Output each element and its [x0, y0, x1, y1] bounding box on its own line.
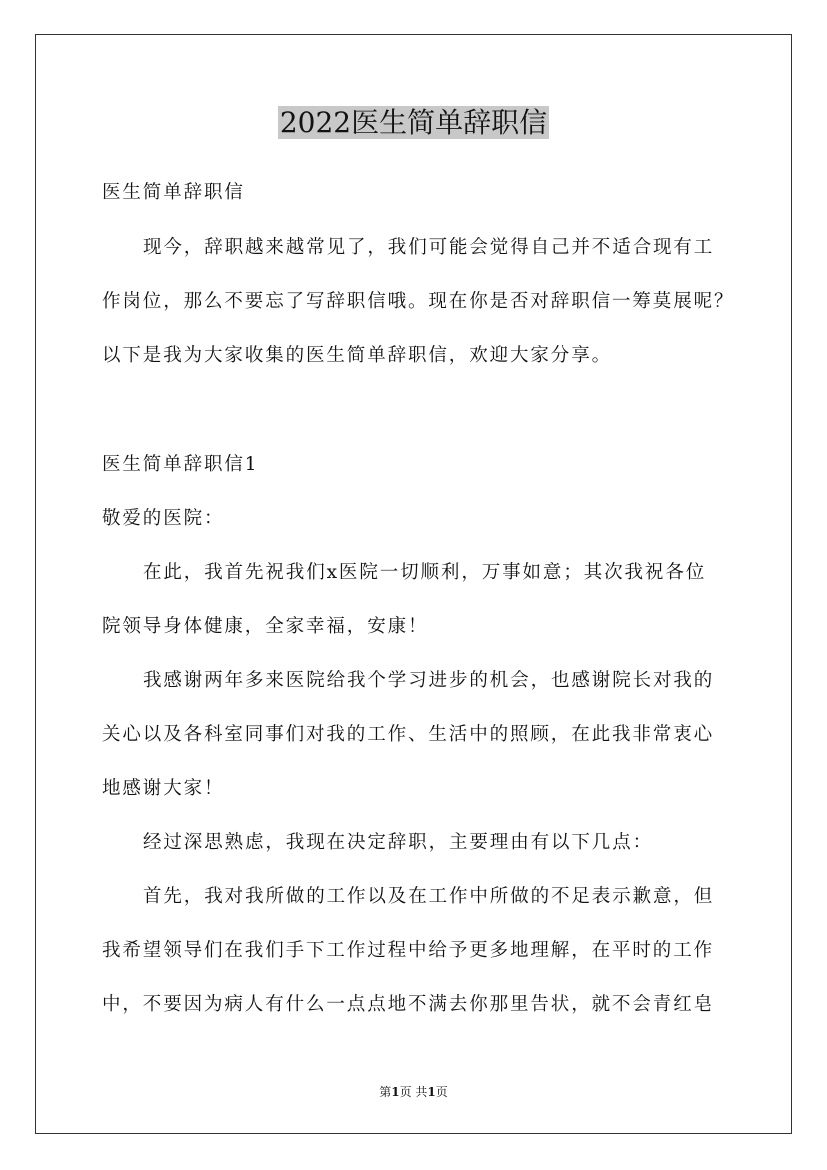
body-line: 院领导身体健康，全家幸福，安康！: [102, 616, 429, 637]
footer-total-pages: 1: [427, 1085, 436, 1099]
body-line: 关心以及各科室同事们对我的工作、生活中的照顾，在此我非常衷心: [102, 724, 715, 745]
page-footer: [0, 1083, 827, 1101]
footer-page-mid: 页 共: [399, 1085, 428, 1099]
salutation: 敬爱的医院：: [102, 508, 225, 529]
body-line: 中，不要因为病人有什么一点点地不满去你那里告状，就不会青红皂: [102, 994, 715, 1015]
document-title-text: 2022医生简单辞职信: [279, 106, 548, 139]
body-line: 经过深思熟虑，我现在决定辞职，主要理由有以下几点：: [143, 832, 654, 853]
section-heading: 医生简单辞职信1: [102, 454, 259, 475]
body-line: 在此，我首先祝我们x医院一切顺利，万事如意；其次我祝各位: [143, 562, 707, 583]
document-subtitle: 医生简单辞职信: [102, 182, 245, 203]
body-line: 我感谢两年多来医院给我个学习进步的机会，也感谢院长对我的: [143, 670, 715, 691]
intro-line: 现今，辞职越来越常见了，我们可能会觉得自己并不适合现有工: [143, 237, 715, 258]
body-line: 我希望领导们在我们手下工作过程中给予更多地理解，在平时的工作: [102, 940, 715, 961]
intro-line: 以下是我为大家收集的医生简单辞职信，欢迎大家分享。: [102, 345, 613, 366]
document-title: [0, 103, 827, 143]
footer-page-suffix: 页: [435, 1085, 448, 1099]
intro-line: 作岗位，那么不要忘了写辞职信哦。现在你是否对辞职信一筹莫展呢？: [102, 291, 735, 312]
footer-page-number: 1: [391, 1085, 400, 1099]
body-line: 地感谢大家！: [102, 778, 225, 799]
footer-page-prefix: 第: [379, 1085, 392, 1099]
body-line: 首先，我对我所做的工作以及在工作中所做的不足表示歉意，但: [143, 886, 715, 907]
